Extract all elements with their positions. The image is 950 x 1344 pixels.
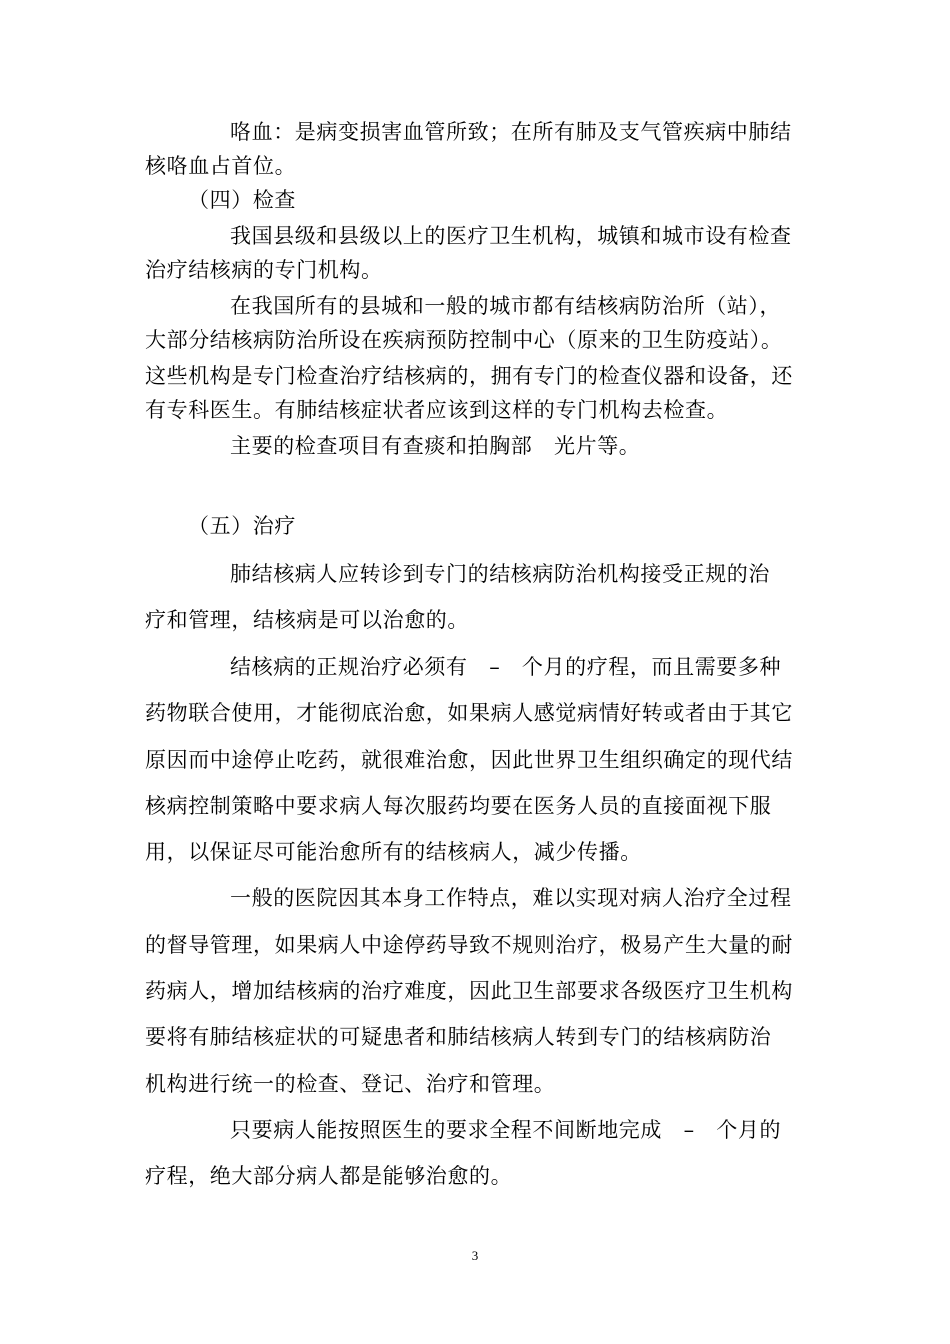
section-heading-treatment: （五）治疗	[188, 514, 296, 538]
paragraph-line: 治疗结核病的专门机构。	[145, 258, 383, 282]
paragraph-line: 结核病的正规治疗必须有 – 个月的疗程，而且需要多种	[230, 655, 782, 679]
paragraph-line: 只要病人能按照医生的要求全程不间断地完成 – 个月的	[230, 1118, 782, 1142]
paragraph-line: 有专科医生。有肺结核症状者应该到这样的专门机构去检查。	[145, 398, 729, 422]
paragraph-line: 机构进行统一的检查、登记、治疗和管理。	[145, 1072, 556, 1096]
paragraph-line: 原因而中途停止吃药，就很难治愈，因此世界卫生组织确定的现代结	[145, 748, 793, 772]
paragraph-line: 咯血：是病变损害血管所致；在所有肺及支气管疾病中肺结	[230, 120, 792, 144]
paragraph-line: 核咯血占首位。	[145, 154, 297, 178]
paragraph-line: 核病控制策略中要求病人每次服药均要在医务人员的直接面视下服	[145, 794, 772, 818]
paragraph-line: 要将有肺结核症状的可疑患者和肺结核病人转到专门的结核病防治	[145, 1025, 772, 1049]
paragraph-line: 在我国所有的县城和一般的城市都有结核病防治所（站），	[230, 294, 782, 318]
paragraph-line: 的督导管理，如果病人中途停药导致不规则治疗，极易产生大量的耐	[145, 933, 793, 957]
paragraph-line: 疗程，绝大部分病人都是能够治愈的。	[145, 1164, 513, 1188]
paragraph-line: 这些机构是专门检查治疗结核病的，拥有专门的检查仪器和设备，还	[145, 364, 793, 388]
section-heading-examination: （四）检查	[188, 188, 296, 212]
paragraph-line: 用，以保证尽可能治愈所有的结核病人，减少传播。	[145, 840, 642, 864]
paragraph-line: 一般的医院因其本身工作特点，难以实现对病人治疗全过程	[230, 886, 792, 910]
paragraph-line: 大部分结核病防治所设在疾病预防控制中心（原来的卫生防疫站）。	[145, 328, 783, 352]
paragraph-line: 我国县级和县级以上的医疗卫生机构，城镇和城市设有检查	[230, 224, 792, 248]
paragraph-line: 肺结核病人应转诊到专门的结核病防治机构接受正规的治	[230, 562, 770, 586]
paragraph-line: 药病人，增加结核病的治疗难度，因此卫生部要求各级医疗卫生机构	[145, 979, 793, 1003]
page-number: 3	[471, 1248, 479, 1263]
paragraph-line: 主要的检查项目有查痰和拍胸部 光片等。	[230, 434, 641, 458]
paragraph-line: 药物联合使用，才能彻底治愈，如果病人感觉病情好转或者由于其它	[145, 701, 793, 725]
paragraph-line: 疗和管理，结核病是可以治愈的。	[145, 608, 469, 632]
